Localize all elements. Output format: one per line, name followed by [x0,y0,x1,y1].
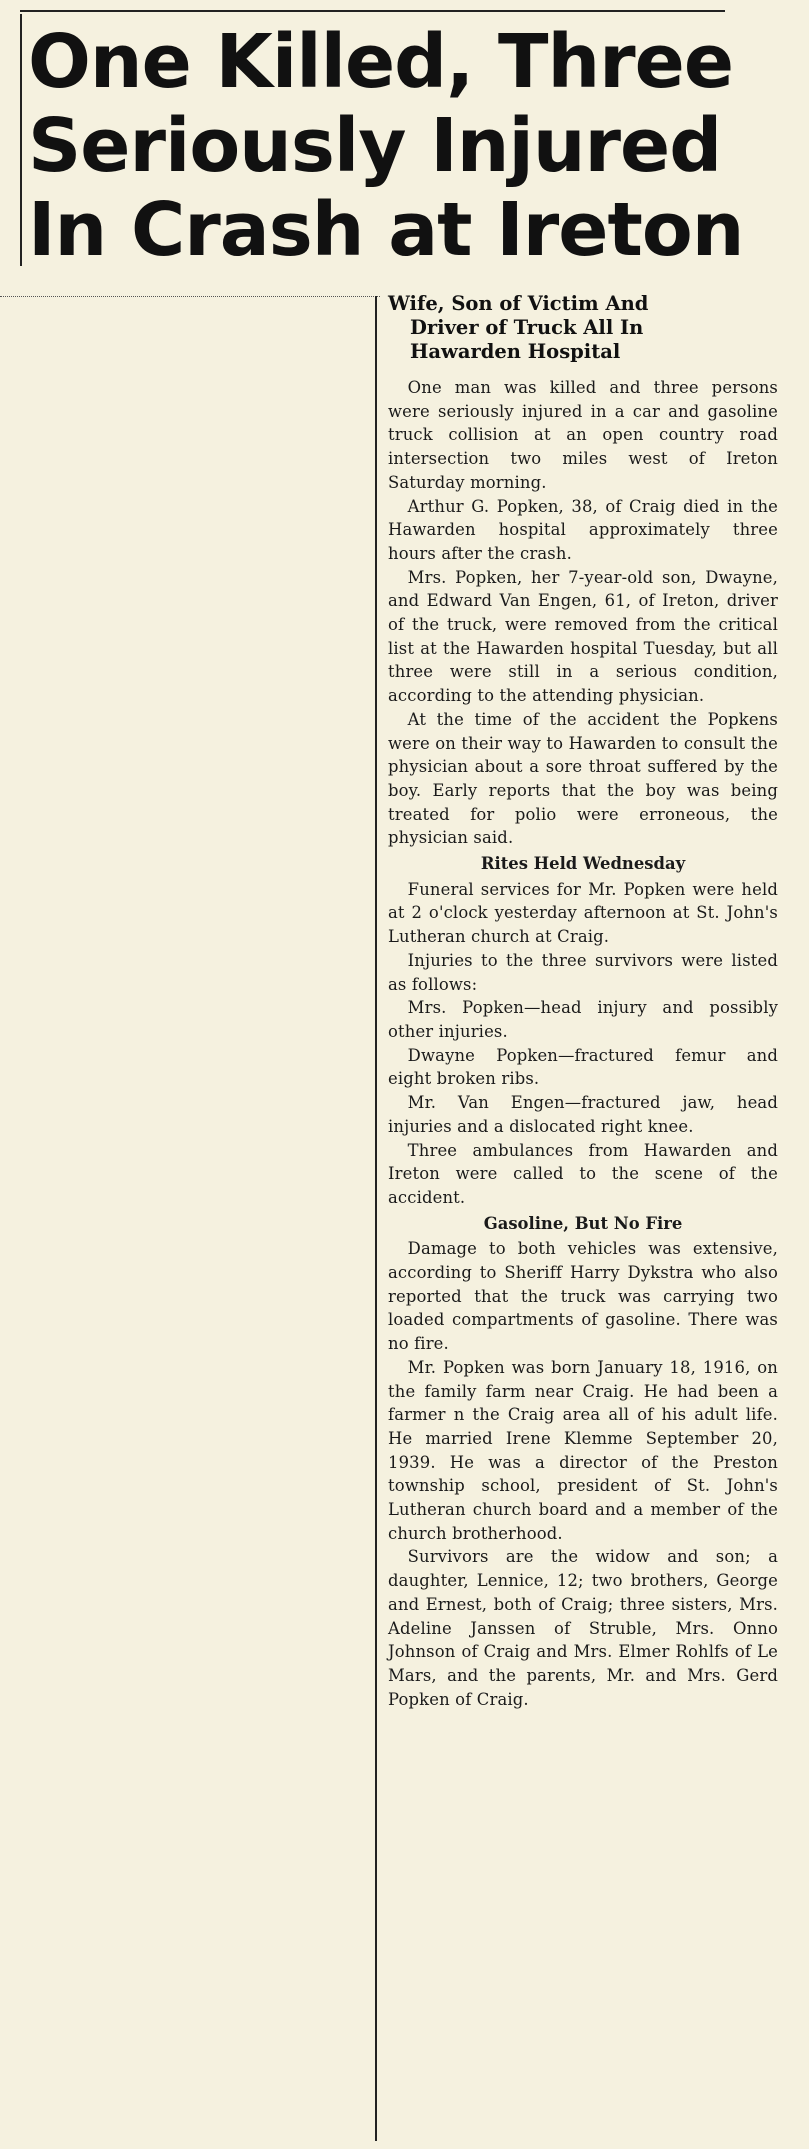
paragraph: Three ambulances from Hawarden and Ireton were called to the scene of the accident. [388,1140,778,1207]
paragraph: Arthur G. Popken, 38, of Craig died in the Hawarden hospital approximately three hours after the crash. [388,496,778,563]
headline-under-rule [0,296,380,297]
top-rule [20,10,725,12]
paragraph: Funeral services for Mr. Popken were held at 2 o'clock yesterday afternoon at St. John's Lutheran church at Craig. [388,879,778,947]
paragraph: Mrs. Popken, her 7-year-old son, Dwayne, and Edward Van Engen, 61, of Ireton, driver of the truck, were removed from the critical list at the Hawarden hospital Tuesday, but all three were still in a serious condition, according to the attending physician. [388,567,778,706]
section-heading: Rites Held Wednesday [480,854,686,874]
paragraph: Mr. Popken was born January 18, 1916, on the family farm near Craig. He had been a farmer n the Craig area all of his adult life. He married Irene Klemme September 20, 1939. He was a director of the Preston township school, president of St. John's Lutheran church board and a member of the church brotherhood. [388,1357,778,1543]
paragraph: Damage to both vehicles was extensive, according to Sheriff Harry Dykstra who also reported that the truck was carrying two loaded compartments of gasoline. There was no fire. [388,1239,778,1354]
subhead [388,292,778,364]
headline [28,20,743,272]
paragraph: Mr. Van Engen—fractured jaw, head injuries and a dislocated right knee. [388,1093,778,1136]
paragraph: Injuries to the three survivors were listed as follows: [388,950,778,994]
paragraph: Survivors are the widow and son; a daughter, Lennice, 12; two brothers, George and Ernest, both of Craig; three sisters, Mrs. Adeline Janssen of Struble, Mrs. Onno Johnson of Craig and Mrs. Elmer Rohlfs of Le Mars, and the parents, Mr. and Mrs. Gerd Popken of Craig. [388,1547,778,1709]
subhead-line: Driver of Truck All In [410,316,644,339]
column-rule [375,296,377,2141]
subhead-line: Hawarden Hospital [410,340,621,363]
headline-box [20,14,744,273]
section-heading: Gasoline, But No Fire [483,1213,683,1233]
headline-line: One Killed, Three [28,19,734,105]
subhead-line: Wife, Son of Victim And [388,292,649,315]
paragraph: One man was killed and three persons were seriously injured in a car and gasoline truck collision at an open country road intersection two miles west of Ireton Saturday morning. [388,378,778,492]
paragraph: At the time of the accident the Popkens were on their way to Hawarden to consult the physician about a sore throat suffered by the boy. Early reports that the boy was being treated for polio were erroneous, the physician said. [388,709,778,848]
paragraph: Mrs. Popken—head injury and possibly other injuries. [388,998,778,1041]
paragraph: Dwayne Popken—fractured femur and eight broken ribs. [388,1045,778,1089]
headline-line: Seriously Injured [28,103,722,189]
article-body [388,376,778,1711]
headline-line: In Crash at Ireton [28,187,744,273]
article-column [388,292,778,1711]
